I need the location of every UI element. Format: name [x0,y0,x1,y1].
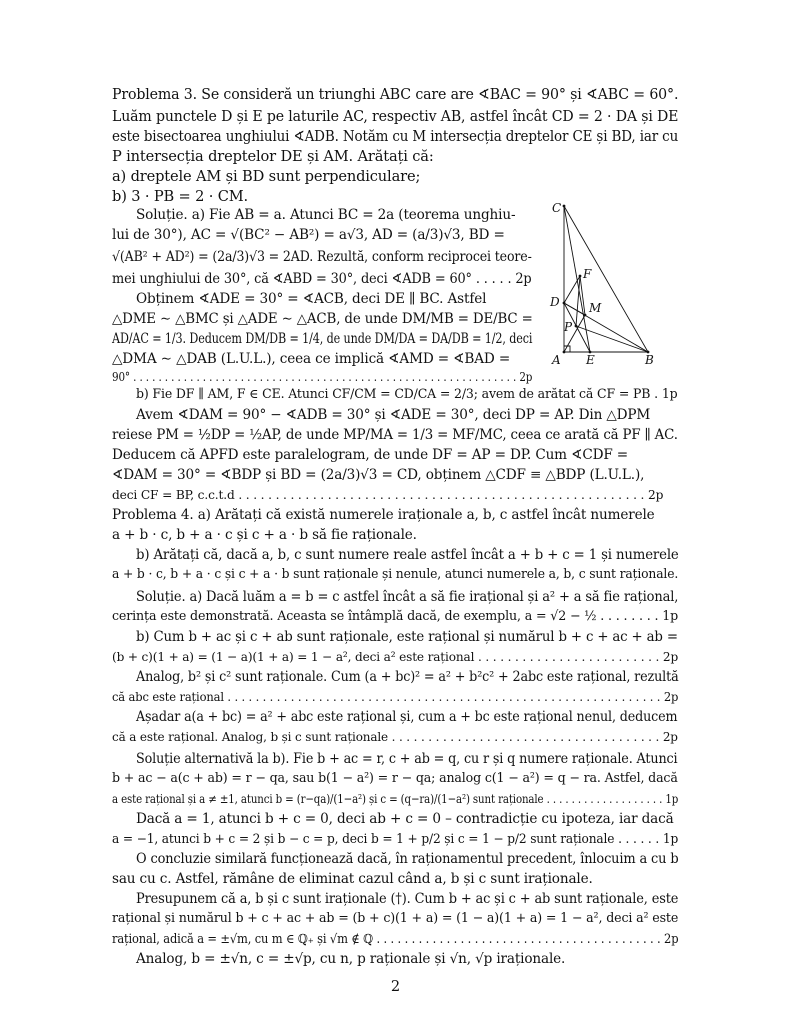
page-number: 2 [390,978,401,995]
p4-line-18: sau cu c. Astfel, rămâne de eliminat cazul când a, b și c sunt iraționale. [112,871,593,887]
p4-line-20: rațional și numărul b + c + ac + ab = (b + c)(1 + a) = (1 − a)(1 + a) = 1 − a², deci a² este [112,911,679,926]
p3-line-17: reiese PM = ½DP = ½AP, de unde MP/MA = 1/3 = MF/MC, ceea ce arată că PF ∥ AC. [112,427,678,443]
triangle-figure [538,198,698,370]
p4-line-15: Dacă a = 1, atunci b + c = 0, deci ab + c = 0 – contradicție cu ipoteza, iar dacă [136,811,674,827]
p3-line-0: Problema 3. Se consideră un triunghi ABC care are ∢BAC = 90° și ∢ABC = 60°. [112,86,679,103]
p3-line-19: ∢DAM = 30° = ∢BDP și BD = (2a/3)√3 = CD, obținem △CDF ≡ △BDP (L.U.L.), [112,467,645,483]
p4-line-3: a + b · c, b + a · c și c + a · b sunt raționale și nenule, atunci numerele a, b, c sunt raționale. [112,567,679,582]
label-e: E [586,353,595,367]
p3-line-2: este bisectoarea unghiului ∢ADB. Notăm cu M intersecția dreptelor CE și BD, iar cu [112,128,679,145]
p3-line-7: lui de 30°), AC = √(BC² − AB²) = a√3, AD = (a/3)√3, BD = [112,227,505,243]
p4-line-0: Problema 4. a) Arătați că există numerele iraționale a, b, c astfel încât numerele [112,507,655,523]
p4-line-7: (b + c)(1 + a) = (1 − a)(1 + a) = 1 − a², deci a² este rațional . . . . . . . . . . . . . . . . . . . . . . . . . 2p [112,649,679,664]
p4-line-12: Soluție alternativă la b). Fie b + ac = r, c + ab = q, cu r și q numere raționale. Atunci [136,751,678,767]
p3-line-11: △DME ∼ △BMC și △ADE ∼ △ACB, de unde DM/MB = DE/BC = [112,311,533,327]
point-d [563,302,566,305]
label-f: F [583,267,592,281]
p3-line-12: AD/AC = 1/3. Deducem DM/DB = 1/4, de unde DM/DA = DA/DB = 1/2, deci [112,331,533,347]
p3-line-6: Soluție. a) Fie AB = a. Atunci BC = 2a (teorema unghiu- [136,207,516,223]
p3-line-15: b) Fie DF ∥ AM, F ∈ CE. Atunci CF/CM = CD/CA = 2/3; avem de arătat că CF = PB . 1p [136,387,678,402]
p4-line-13: b + ac − a(c + ab) = r − qa, sau b(1 − a²) = r − qa; analog c(1 − a²) = q − ra. Astfel, dacă [112,771,678,786]
label-m: M [589,301,602,315]
p4-line-5: cerința este demonstrată. Aceasta se întâmplă dacă, de exemplu, a = √2 − ½ . . . . . . . . 1p [112,609,679,624]
point-f [579,275,582,278]
p4-line-14: a este rațional și a ≠ ±1, atunci b = (r−qa)/(1−a²) și c = (q−ra)/(1−a²) sunt raționale . . . . . . . . . . . . . . . . . . . 1p [112,792,679,806]
label-p: P [564,320,573,334]
p3-line-5: b) 3 · PB = 2 · CM. [112,188,249,205]
p4-line-11: că a este rațional. Analog, b și c sunt raționale . . . . . . . . . . . . . . . . . . . . . . . . . . . . . . . . . . . . . 2p [112,730,678,744]
p3-line-14: 90° . . . . . . . . . . . . . . . . . . . . . . . . . . . . . . . . . . . . . . . . . . . . . . . . . . . . . . . . . . . . . 2p [112,370,533,384]
label-b: B [645,353,654,367]
p3-line-10: Obținem ∢ADE = 30° = ∢ACB, deci DE ∥ BC. Astfel [136,291,487,307]
p4-line-19: Presupunem că a, b și c sunt iraționale (†). Cum b + ac și c + ab sunt raționale, este [136,891,679,907]
point-m [584,314,587,317]
p3-line-4: a) dreptele AM și BD sunt perpendiculare; [112,168,421,185]
p3-line-13: △DMA ∼ △DAB (L.U.L.), ceea ce implică ∢AMD = ∢BAD = [112,351,511,367]
p3-line-8: √(AB² + AD²) = (2a/3)√3 = 2AD. Rezultă, conform reciprocei teore- [112,249,532,265]
p3-line-20: deci CF = BP, c.c.t.d . . . . . . . . . . . . . . . . . . . . . . . . . . . . . . . . . . . . . . . . . . . . . . . . . . . . . . . 2p [112,488,664,502]
point-c [563,205,566,208]
p4-line-2: b) Arătați că, dacă a, b, c sunt numere reale astfel încât a + b + c = 1 și numerele [136,547,679,563]
point-a [563,351,566,354]
p4-line-8: Analog, b² și c² sunt raționale. Cum (a + bc)² = a² + b²c² + 2abc este rațional, rezultă [136,669,679,685]
p4-line-21: rațional, adică a = ±√m, cu m ∈ ℚ₊ și √m ∉ ℚ . . . . . . . . . . . . . . . . . . . . . . . . . . . . . . . . . . . . . . . . . 2p [112,931,679,946]
segment-pb [576,326,648,352]
p4-line-17: O concluzie similară funcționează dacă, în raționamentul precedent, înlocuim a cu b [136,851,679,867]
p3-line-16: Avem ∢DAM = 90° − ∢ADB = 30° și ∢ADE = 30°, deci DP = AP. Din △DPM [136,407,651,423]
point-p [575,325,578,328]
p3-line-1: Luăm punctele D și E pe laturile AC, respectiv AB, astfel încât CD = 2 · DA și DE [112,108,679,125]
p4-line-1: a + b · c, b + a · c și c + a · b să fie raționale. [112,527,417,543]
triangle-diagram [538,198,698,370]
p4-line-4: Soluție. a) Dacă luăm a = b = c astfel încât a să fie irațional și a² + a să fie rațional, [136,589,679,605]
label-d: D [550,295,560,309]
label-a: A [552,353,561,367]
p4-line-10: Așadar a(a + bc) = a² + abc este rațional și, cum a + bc este rațional nenul, deducem [136,709,678,725]
p4-line-22: Analog, b = ±√n, c = ±√p, cu n, p raționale și √n, √p iraționale. [136,951,566,967]
p4-line-16: a = −1, atunci b + c = 2 și b − c = p, deci b = 1 + p/2 și c = 1 − p/2 sunt raționale . . . . . . 1p [112,831,679,846]
p3-line-9: mei unghiului de 30°, că ∢ABD = 30°, deci ∢ADB = 60° . . . . . 2p [112,271,532,287]
p3-line-3: P intersecția dreptelor DE și AM. Arătați că: [112,148,434,165]
label-c: C [552,201,562,215]
segment-df [564,276,580,303]
p4-line-9: că abc este rațional . . . . . . . . . . . . . . . . . . . . . . . . . . . . . . . . . . . . . . . . . . . . . . . . . . . . . . . . . . . . . . 2p [112,690,679,704]
p3-line-18: Deducem că APFD este paralelogram, de unde DF = AP = DP. Cum ∢CDF = [112,447,629,463]
p4-line-6: b) Cum b + ac și c + ab sunt raționale, este rațional și numărul b + c + ac + ab = [136,629,678,645]
